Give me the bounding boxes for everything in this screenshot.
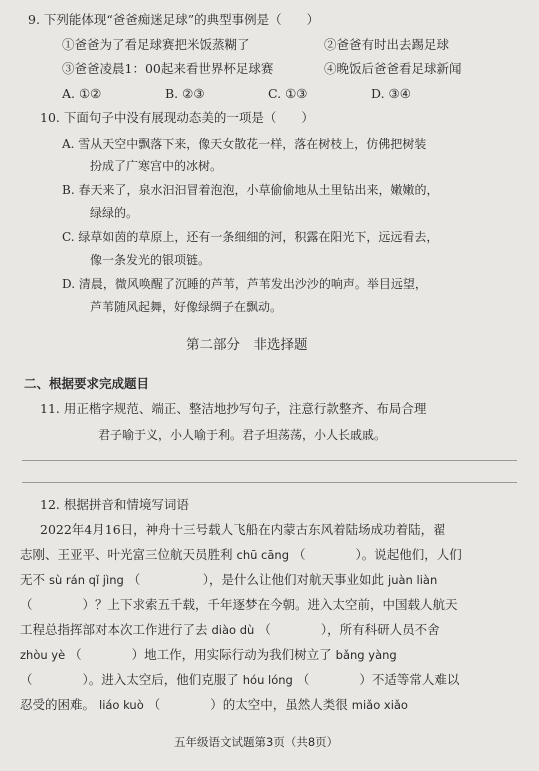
- q12-line-6: [20, 647, 397, 663]
- q12-blank-zhouye[interactable]: （ ）地工作，用实际行动为我们树立了: [69, 647, 332, 662]
- q12-line-4[interactable]: （ ）？上下求索五千载，千年逐梦在今朝。进入太空前，中国载人航天: [20, 597, 458, 612]
- q9-option-b: B. ②③: [165, 86, 205, 101]
- q12-pinyin-houlong: hóu lóng: [242, 673, 293, 687]
- q12-line-5-text-a: 工程总指挥部对本次工作进行了去: [20, 622, 208, 637]
- q12-line-8-text-a: 忍受的困难。: [20, 697, 96, 712]
- q12-blank-houlong[interactable]: （ ）不适等常人难以: [296, 672, 460, 687]
- q10-option-d-line1: D. 清晨，微风唤醒了沉睡的芦苇，芦苇发出沙沙的响声。举目远望，: [62, 277, 427, 291]
- q9-item-2: ②爸爸有时出去踢足球: [324, 37, 450, 52]
- q11-writing-line-2: [22, 482, 517, 483]
- q12-blank-bangyang[interactable]: （ ）。进入太空后，他们克服了: [20, 672, 239, 687]
- q12-line-7: [20, 672, 459, 688]
- q11-writing-line-1: [22, 460, 517, 461]
- q12-blank-chucang[interactable]: （ ）。说起他们，人们: [293, 547, 462, 562]
- q12-pinyin-chucang: chū cāng: [236, 548, 290, 562]
- q12-line-3: [20, 572, 437, 588]
- q10-stem: 10. 下面句子中没有展现动态美的一项是（ ）: [40, 110, 314, 125]
- q12-line-1: 2022年4月16日，神舟十三号载人飞船在内蒙古东风着陆场成功着陆，翟: [40, 522, 446, 537]
- q12-blank-suranqijing[interactable]: （ ），是什么让他们对航天事业如此: [127, 572, 385, 587]
- q12-stem: 12. 根据拼音和情境写词语: [40, 497, 189, 512]
- q10-option-c-line2: 像一条发光的银项链。: [90, 253, 211, 267]
- part2-title: 第二部分 非选择题: [186, 337, 308, 353]
- q9-option-c: C. ①③: [268, 86, 308, 101]
- section2-title: 二、根据要求完成题目: [24, 376, 150, 391]
- q9-option-d: D. ③④: [371, 86, 411, 101]
- q11-sentence: 君子喻于义，小人喻于利。君子坦荡荡，小人长戚戚。: [98, 428, 387, 442]
- q10-option-c-line1: C. 绿草如茵的草原上，还有一条细细的河，积露在阳光下，远远看去，: [62, 230, 439, 244]
- q12-pinyin-zhouye: zhòu yè: [20, 648, 66, 662]
- q9-item-3: ③爸爸凌晨1：00起来看世界杯足球赛: [62, 61, 274, 76]
- q11-stem: 11. 用正楷字规范、端正、整洁地抄写句子，注意行款整齐、布局合理: [40, 401, 427, 416]
- q12-line-5: [20, 622, 440, 638]
- q12-line-2: [20, 547, 462, 563]
- q10-option-b-line2: 绿绿的。: [90, 206, 139, 220]
- q10-option-d-line2: 芦苇随风起舞，好像绿绸子在飘动。: [90, 300, 283, 314]
- q12-line-8: [20, 697, 408, 713]
- q12-pinyin-diaodu: diào dù: [211, 623, 255, 637]
- q10-option-a-line1: A. 雪从天空中飘落下来，像天女散花一样，落在树枝上，仿佛把树装: [62, 137, 427, 151]
- q9-item-4: ④晚饭后爸爸看足球新闻: [324, 61, 462, 76]
- q12-pinyin-suranqijing: sù rán qǐ jìng: [49, 573, 124, 587]
- q12-pinyin-liaokuo: liáo kuò: [99, 698, 144, 712]
- q9-item-1: ①爸爸为了看足球赛把米饭蒸糊了: [62, 37, 250, 52]
- page-footer: 五年级语文试题第3页（共8页）: [174, 735, 339, 749]
- q12-blank-liaokuo[interactable]: （ ）的太空中，虽然人类很: [147, 697, 348, 712]
- q12-pinyin-juanlian: juàn liàn: [388, 573, 438, 587]
- q12-line-2-text-a: 志刚、王亚平、叶光富三位航天员胜利: [20, 547, 233, 562]
- q9-stem: 9. 下列能体现“爸爸痴迷足球”的典型事例是（ ）: [28, 12, 320, 27]
- q10-option-b-line1: B. 春天来了，泉水汩汩冒着泡泡，小草偷偷地从土里钻出来，嫩嫩的，: [62, 183, 439, 197]
- q9-option-a: A. ①②: [62, 86, 102, 101]
- q12-blank-diaodu[interactable]: （ ），所有科研人员不舍: [258, 622, 440, 637]
- q12-line-3-text-a: 无不: [20, 572, 46, 587]
- q10-option-a-line2: 扮成了广寒宫中的冰树。: [90, 159, 223, 173]
- q12-pinyin-miaoxiao: miǎo xiǎo: [351, 698, 408, 712]
- q12-pinyin-bangyang: bǎng yàng: [335, 648, 397, 662]
